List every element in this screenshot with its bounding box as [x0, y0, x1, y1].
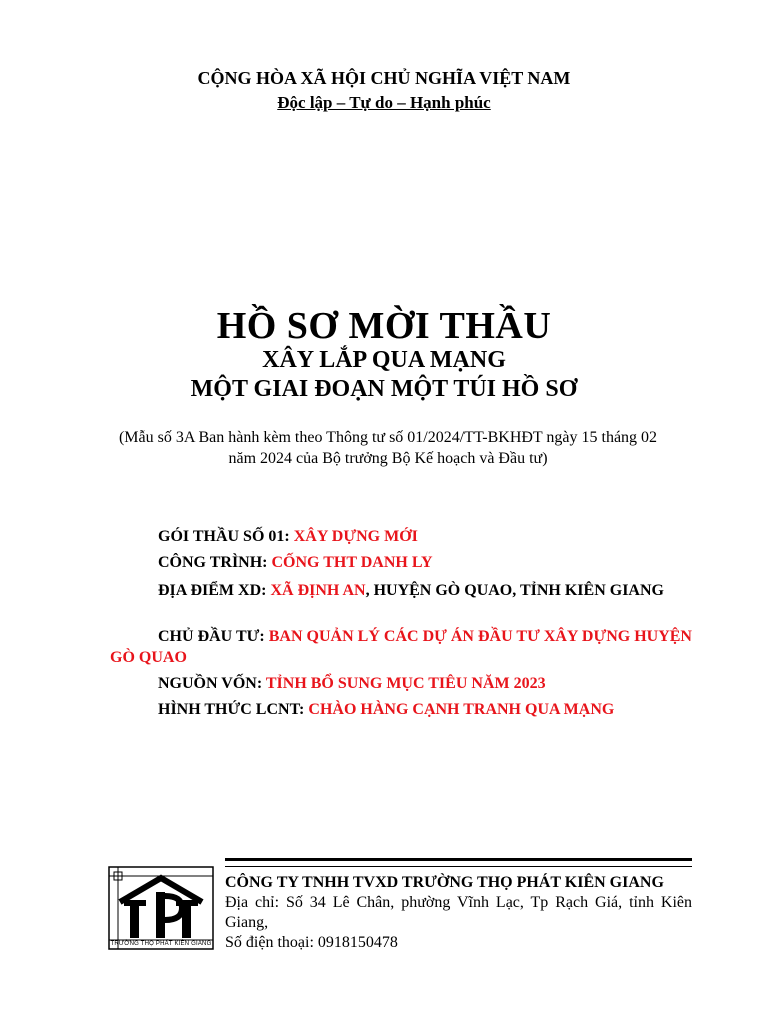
location-value: XÃ ĐỊNH AN — [270, 582, 366, 599]
fund-value: TỈNH BỔ SUNG MỤC TIÊU NĂM 2023 — [265, 675, 546, 692]
method-label: HÌNH THỨC LCNT: — [158, 701, 309, 718]
document-subtitle-1: XÂY LẮP QUA MẠNG — [262, 347, 506, 373]
location-row — [110, 580, 692, 601]
document-subtitle-2: MỘT GIAI ĐOẠN MỘT TÚI HỒ SƠ — [190, 376, 578, 402]
package-value: XÂY DỰNG MỚI — [293, 528, 418, 545]
location-rest: , HUYỆN GÒ QUAO, TỈNH KIÊN GIANG — [365, 582, 664, 599]
national-motto — [0, 93, 768, 113]
location-label: ĐỊA ĐIỂM XD: — [158, 582, 271, 599]
package-label: GÓI THẦU SỐ 01: — [158, 528, 294, 545]
national-motto-text: Độc lập – Tự do – Hạnh phúc — [277, 93, 491, 112]
project-value: CỐNG THT DANH LY — [271, 554, 433, 571]
project-label: CÔNG TRÌNH: — [158, 554, 272, 571]
investor-value: BAN QUẢN LÝ CÁC DỰ ÁN ĐẦU TƯ XÂY DỰNG HUYỆN GÒ QUAO — [110, 628, 692, 666]
company-address: Địa chỉ: Số 34 Lê Chân, phường Vĩnh Lạc, Tp Rạch Giá, tỉnh Kiên Giang, — [225, 894, 692, 931]
fund-row — [110, 673, 740, 694]
template-note: (Mẫu số 3A Ban hành kèm theo Thông tư số 01/2024/TT-BKHĐT ngày 15 tháng 02 năm 2024 của Bộ trưởng Bộ Kế hoạch và Đầu tư) — [118, 429, 658, 467]
country-name: CỘNG HÒA XÃ HỘI CHỦ NGHĨA VIỆT NAM — [197, 68, 571, 88]
document-title: HỒ SƠ MỜI THẦU — [216, 305, 552, 347]
company-phone: Số điện thoại: 0918150478 — [225, 934, 398, 951]
project-row — [110, 552, 740, 573]
company-name: CÔNG TY TNHH TVXD TRƯỜNG THỌ PHÁT KIÊN GIANG — [225, 874, 664, 891]
company-logo — [108, 866, 214, 950]
company-divider — [225, 858, 692, 867]
package-row — [110, 526, 740, 547]
fund-label: NGUỒN VỐN: — [158, 675, 266, 692]
investor-label: CHỦ ĐẦU TƯ: — [158, 628, 269, 645]
logo-caption: TRƯỜNG THỌ PHÁT KIÊN GIANG — [110, 941, 212, 947]
investor-row — [110, 626, 692, 668]
method-row — [110, 699, 740, 720]
method-value: CHÀO HÀNG CẠNH TRANH QUA MẠNG — [308, 701, 615, 718]
